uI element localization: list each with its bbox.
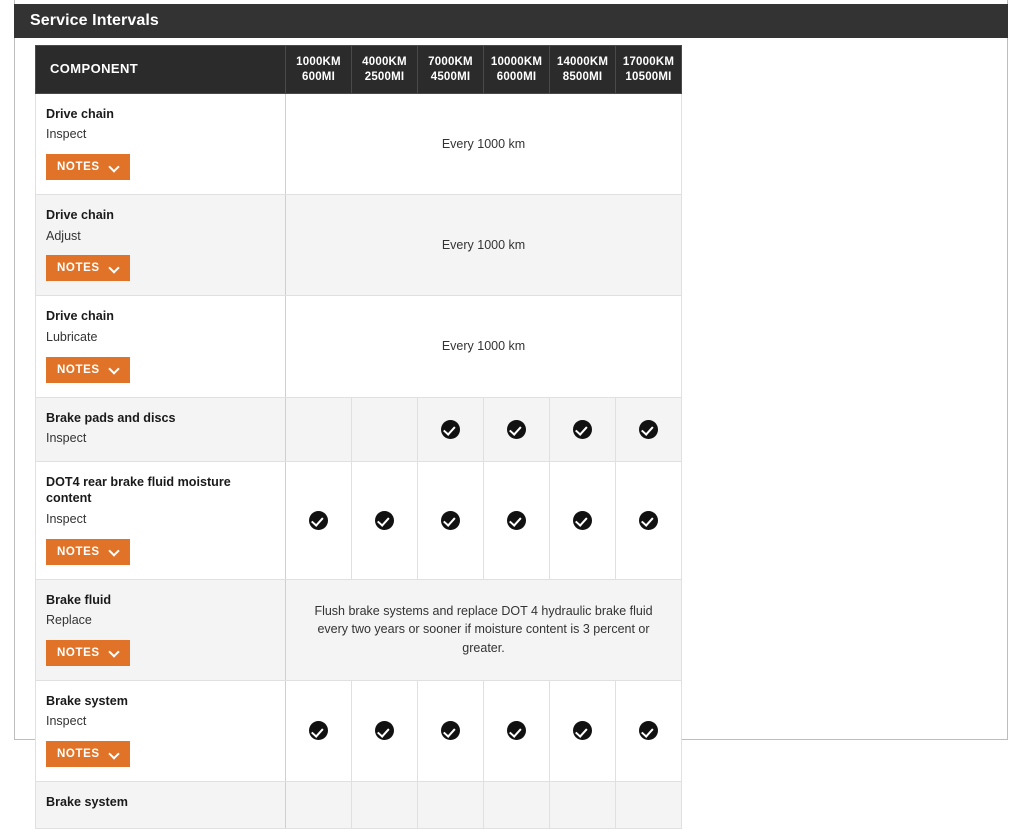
check-circle-icon: [507, 420, 526, 439]
interval-span-cell: Every 1000 km: [286, 195, 682, 296]
component-cell: [36, 296, 286, 397]
chevron-down-icon: [110, 264, 119, 273]
notes-button-label: NOTES: [57, 545, 100, 558]
interval-span-cell: Flush brake systems and replace DOT 4 hydraulic brake fluid every two years or sooner if moisture content is 3 percent or greater.: [286, 579, 682, 680]
chevron-down-icon: [110, 547, 119, 556]
check-circle-icon: [441, 721, 460, 740]
interval-cell: [484, 782, 550, 829]
interval-km-label: 7000KM: [428, 56, 473, 69]
interval-cell: [418, 397, 484, 461]
chevron-down-icon: [110, 163, 119, 172]
chevron-down-icon: [110, 365, 119, 374]
component-name: Drive chain: [46, 208, 114, 223]
check-circle-icon: [375, 721, 394, 740]
component-action: Replace: [46, 612, 92, 627]
component-name: Brake system: [46, 795, 128, 809]
check-circle-icon: [375, 511, 394, 530]
component-name: Brake system: [46, 693, 128, 708]
interval-cell: [550, 782, 616, 829]
notes-button-label: NOTES: [57, 363, 100, 376]
interval-km-label: 17000KM: [622, 56, 675, 69]
notes-button-label: NOTES: [57, 262, 100, 275]
interval-cell: [286, 680, 352, 781]
component-action: Adjust: [46, 228, 81, 243]
table-body: [36, 94, 682, 829]
component-cell: [36, 782, 286, 829]
interval-cell: [616, 680, 682, 781]
check-circle-icon: [573, 420, 592, 439]
interval-cell: [484, 680, 550, 781]
service-intervals-table: [35, 45, 682, 829]
component-name: DOT4 rear brake fluid moisture content: [46, 474, 231, 506]
component-name: Brake fluid: [46, 592, 112, 607]
notes-button[interactable]: [46, 154, 130, 180]
interval-cell: [550, 397, 616, 461]
component-cell: [36, 461, 286, 579]
table-row: [36, 397, 682, 461]
interval-cell: [352, 782, 418, 829]
table-row: [36, 94, 682, 195]
interval-cell: [286, 397, 352, 461]
component-cell: [36, 195, 286, 296]
column-header-interval-6: [616, 46, 682, 94]
check-circle-icon: [639, 721, 658, 740]
interval-mi-label: 600MI: [302, 70, 335, 83]
interval-km-label: 1000KM: [296, 56, 341, 69]
interval-km-label: 4000KM: [362, 56, 407, 69]
interval-mi-label: 6000MI: [496, 70, 537, 83]
table-row: [36, 782, 682, 829]
table-row: [36, 296, 682, 397]
chevron-down-icon: [110, 648, 119, 657]
notes-button[interactable]: [46, 357, 130, 383]
table-row: [36, 461, 682, 579]
interval-km-label: 14000KM: [556, 56, 609, 69]
interval-cell: [286, 782, 352, 829]
component-action: Lubricate: [46, 329, 98, 344]
page-title: Service Intervals: [30, 12, 159, 29]
column-header-interval-4: [484, 46, 550, 94]
table-header: [36, 46, 682, 94]
check-circle-icon: [573, 511, 592, 530]
check-circle-icon: [639, 511, 658, 530]
notes-button[interactable]: [46, 741, 130, 767]
notes-button-label: NOTES: [57, 748, 100, 760]
service-intervals-table-container: [35, 45, 682, 809]
interval-km-label: 10000KM: [490, 56, 543, 69]
interval-mi-label: 8500MI: [562, 70, 603, 83]
interval-mi-label: 2500MI: [364, 70, 405, 83]
component-action: Inspect: [46, 511, 87, 526]
interval-cell: [484, 397, 550, 461]
interval-cell: [352, 397, 418, 461]
interval-cell: [352, 461, 418, 579]
component-cell: [36, 579, 286, 680]
interval-mi-label: 10500MI: [625, 70, 672, 83]
interval-cell: [286, 461, 352, 579]
interval-cell: [418, 782, 484, 829]
interval-cell: [616, 397, 682, 461]
column-header-interval-5: [550, 46, 616, 94]
component-action: Inspect: [46, 431, 87, 446]
interval-cell: [550, 461, 616, 579]
column-header-interval-1: [286, 46, 352, 94]
notes-button-label: NOTES: [57, 646, 100, 659]
column-header-interval-3: [418, 46, 484, 94]
check-circle-icon: [309, 511, 328, 530]
component-name: Drive chain: [46, 309, 114, 324]
component-cell: [36, 397, 286, 461]
check-circle-icon: [441, 420, 460, 439]
table-row: [36, 579, 682, 680]
interval-cell: [484, 461, 550, 579]
interval-cell: [550, 680, 616, 781]
table-row: [36, 195, 682, 296]
check-circle-icon: [507, 511, 526, 530]
interval-span-cell: Every 1000 km: [286, 94, 682, 195]
column-header-component: COMPONENT: [36, 46, 286, 94]
interval-cell: [418, 461, 484, 579]
check-circle-icon: [441, 511, 460, 530]
check-circle-icon: [507, 721, 526, 740]
component-cell: [36, 680, 286, 781]
chevron-down-icon: [110, 750, 119, 759]
notes-button[interactable]: [46, 255, 130, 281]
check-circle-icon: [309, 721, 328, 740]
component-action: Inspect: [46, 127, 87, 142]
check-circle-icon: [639, 420, 658, 439]
header-row: [36, 46, 682, 94]
interval-cell: [616, 461, 682, 579]
column-header-interval-2: [352, 46, 418, 94]
check-circle-icon: [573, 721, 592, 740]
interval-cell: [352, 680, 418, 781]
interval-cell: [616, 782, 682, 829]
titlebar: [14, 4, 1008, 38]
notes-button[interactable]: [46, 640, 130, 666]
component-action: Inspect: [46, 714, 87, 729]
component-name: Brake pads and discs: [46, 410, 176, 425]
interval-mi-label: 4500MI: [430, 70, 471, 83]
component-name: Drive chain: [46, 107, 114, 121]
table-row: [36, 680, 682, 781]
notes-button[interactable]: [46, 539, 130, 565]
notes-button-label: NOTES: [57, 161, 100, 174]
component-cell: [36, 94, 286, 195]
interval-cell: [418, 680, 484, 781]
interval-span-cell: Every 1000 km: [286, 296, 682, 397]
